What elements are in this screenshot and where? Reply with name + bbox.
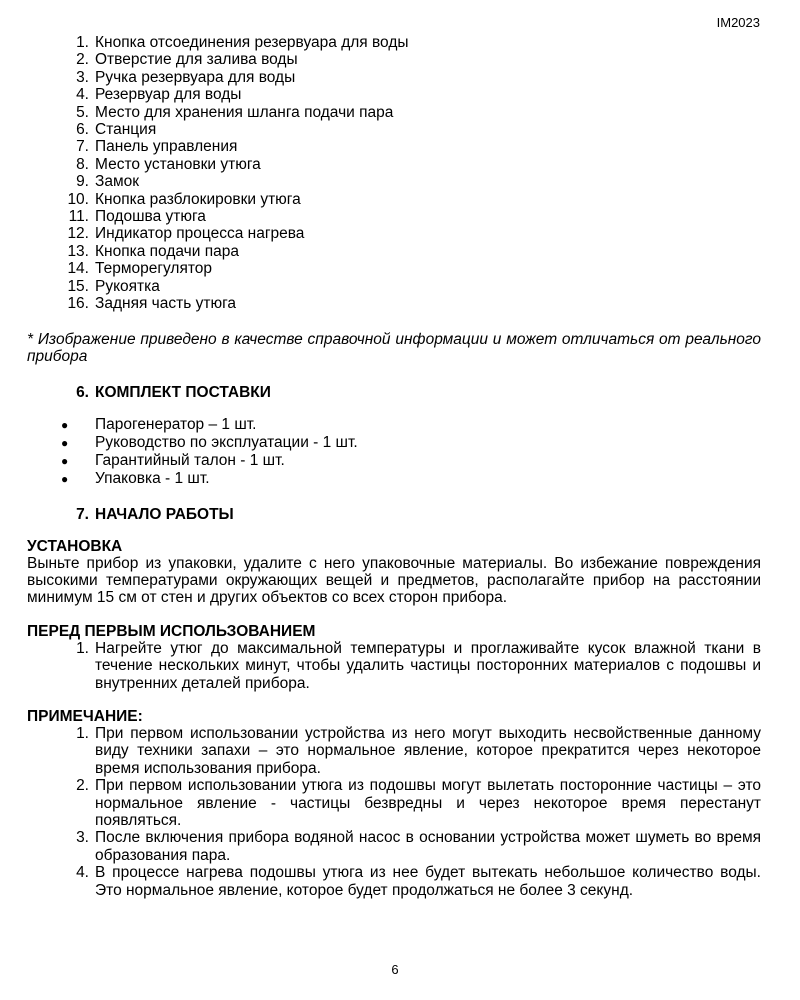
bullet-icon: ● [61, 453, 69, 468]
item-text: Гарантийный талон - 1 шт. [95, 451, 285, 469]
list-item [27, 829, 761, 864]
item-number: 7. [76, 138, 89, 156]
item-text: Станция [95, 121, 157, 139]
item-text: Упаковка - 1 шт. [95, 469, 210, 487]
list-item [27, 864, 761, 899]
section-heading-contents [27, 384, 761, 402]
item-text: Руководство по эксплуатации - 1 шт. [95, 433, 358, 451]
item-number: 8. [76, 155, 89, 173]
section-title: НАЧАЛО РАБОТЫ [95, 505, 234, 523]
item-text: Парогенератор – 1 шт. [95, 415, 257, 433]
item-text: Рукоятка [95, 277, 160, 295]
list-item [27, 208, 761, 225]
section-number: 6. [76, 383, 89, 401]
item-number: 15. [67, 277, 89, 295]
list-item [27, 69, 761, 86]
list-item [27, 777, 761, 829]
item-text: Ручка резервуара для воды [95, 68, 296, 86]
item-number: 2. [76, 777, 89, 795]
item-number: 14. [67, 260, 89, 278]
section-title: КОМПЛЕКТ ПОСТАВКИ [95, 383, 271, 401]
list-item [27, 156, 761, 173]
item-number: 11. [68, 208, 89, 226]
item-number: 1. [76, 639, 89, 657]
bullet-icon: ● [61, 435, 69, 450]
subheading-first-use: ПЕРЕД ПЕРВЫМ ИСПОЛЬЗОВАНИЕМ [27, 622, 316, 640]
item-text: В процессе нагрева подошвы утюга из нее будет вытекать небольшое количество воды. Это нормальное явление, которое будет продолжаться не более 3 секунд. [95, 864, 761, 899]
list-item [27, 51, 761, 68]
item-number: 12. [67, 225, 89, 243]
list-item [27, 243, 761, 260]
item-text: Отверстие для залива воды [95, 51, 298, 69]
item-number: 10. [67, 190, 89, 208]
first-use-list [27, 640, 761, 692]
item-text: Место для хранения шланга подачи пара [95, 103, 394, 121]
item-number: 5. [76, 103, 89, 121]
list-item [27, 640, 761, 692]
list-item [27, 416, 761, 434]
note-list [27, 725, 761, 899]
item-number: 4. [76, 86, 89, 104]
item-number: 3. [76, 829, 89, 847]
item-text: Замок [95, 173, 140, 191]
item-text: При первом использовании утюга из подошвы могут вылетать посторонние частицы – это нормальное явление - частицы безвредны и через некоторое время перестанут появляться. [95, 777, 761, 829]
model-code: IM2023 [716, 15, 760, 30]
item-text: Кнопка отсоединения резервуара для воды [95, 34, 409, 51]
item-text: Нагрейте утюг до максимальной температуры и проглаживайте кусок влажной ткани в течение нескольких минут, чтобы удалить частицы посторонних материалов с подошвы и внутренних деталей прибора. [95, 639, 761, 692]
item-number: 6. [76, 121, 89, 139]
list-item [27, 121, 761, 138]
list-item [27, 34, 761, 51]
subheading-note: ПРИМЕЧАНИЕ: [27, 707, 143, 725]
list-item [27, 173, 761, 190]
list-item [27, 470, 761, 488]
subheading-installation: УСТАНОВКА [27, 537, 123, 555]
package-contents-list [27, 416, 761, 488]
installation-paragraph: Выньте прибор из упаковки, удалите с него упаковочные материалы. Во избежание повреждения высокими температурами окружающих вещей и предметов, располагайте прибор на расстоянии минимум 15 см от стен и других объектов со всех сторон прибора. [27, 554, 761, 607]
list-item [27, 86, 761, 103]
section-heading-getting-started [27, 506, 761, 524]
list-item [27, 225, 761, 242]
item-text: При первом использовании устройства из него могут выходить несвойственные данному виду техники запахи – это нормальное явление, которое прекратится через некоторое время использования прибора. [95, 724, 761, 777]
item-text: Место установки утюга [95, 155, 261, 173]
item-text: Кнопка подачи пара [95, 242, 239, 260]
item-number: 13. [67, 242, 89, 260]
list-item [27, 452, 761, 470]
section-number: 7. [76, 505, 89, 523]
list-item [27, 434, 761, 452]
item-number: 1. [76, 34, 89, 51]
bullet-icon: ● [61, 417, 69, 432]
page-number: 6 [391, 962, 399, 977]
item-number: 1. [76, 724, 89, 742]
item-text: Подошва утюга [95, 208, 206, 226]
item-number: 2. [76, 51, 89, 69]
item-number: 3. [76, 68, 89, 86]
item-text: Задняя часть утюга [95, 295, 237, 313]
list-item [27, 725, 761, 777]
list-item [27, 260, 761, 277]
image-disclaimer: * Изображение приведено в качестве справочной информации и может отличаться от реального прибора [27, 330, 761, 365]
item-text: Терморегулятор [95, 260, 213, 278]
page-content [27, 34, 761, 899]
list-item [27, 295, 761, 312]
item-text: После включения прибора водяной насос в основании устройства может шуметь во время образования пара. [95, 829, 761, 864]
item-number: 16. [67, 295, 89, 313]
item-text: Резервуар для воды [95, 86, 242, 104]
list-item [27, 138, 761, 155]
list-item [27, 278, 761, 295]
item-text: Кнопка разблокировки утюга [95, 190, 301, 208]
item-text: Индикатор процесса нагрева [95, 225, 305, 243]
parts-list [27, 34, 761, 313]
list-item [27, 104, 761, 121]
item-number: 9. [76, 173, 89, 191]
list-item [27, 191, 761, 208]
bullet-icon: ● [61, 471, 69, 486]
item-text: Панель управления [95, 138, 238, 156]
item-number: 4. [76, 864, 89, 882]
